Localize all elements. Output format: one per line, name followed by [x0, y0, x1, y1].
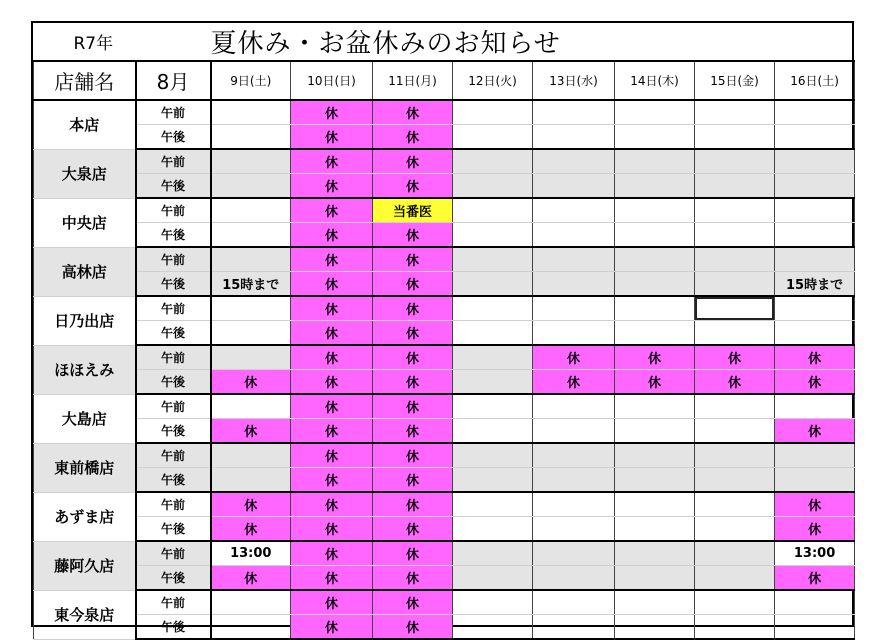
period-label: 午後 — [136, 615, 211, 640]
schedule-cell: 休 — [211, 566, 291, 591]
date-header: 11日(月) — [373, 61, 453, 100]
schedule-cell: 休 — [291, 296, 373, 321]
schedule-cell — [211, 615, 291, 640]
schedule-cell — [615, 296, 695, 321]
schedule-cell — [453, 174, 533, 199]
schedule-cell — [615, 419, 695, 444]
schedule-cell: 休 — [775, 492, 855, 517]
period-label: 午前 — [136, 296, 211, 321]
schedule-cell — [453, 370, 533, 395]
schedule-cell — [695, 296, 775, 321]
schedule-cell: 休 — [373, 345, 453, 370]
schedule-cell — [453, 100, 533, 125]
schedule-cell — [453, 517, 533, 542]
schedule-cell: 休 — [373, 149, 453, 174]
schedule-cell — [453, 345, 533, 370]
schedule-cell — [533, 125, 615, 150]
schedule-cell: 休 — [291, 174, 373, 199]
schedule-cell — [211, 321, 291, 346]
schedule-cell — [695, 272, 775, 297]
date-header: 13日(水) — [533, 61, 615, 100]
schedule-cell — [453, 566, 533, 591]
schedule-cell: 休 — [291, 247, 373, 272]
store-row-am — [34, 247, 855, 272]
schedule-cell — [533, 223, 615, 248]
store-column-header: 店舗名 — [34, 61, 136, 100]
schedule-cell: 休 — [291, 272, 373, 297]
schedule-cell — [453, 125, 533, 150]
schedule-cell — [453, 615, 533, 640]
schedule-cell — [775, 443, 855, 468]
schedule-cell — [211, 149, 291, 174]
schedule-cell — [533, 247, 615, 272]
schedule-cell — [533, 394, 615, 419]
schedule-cell: 休 — [533, 370, 615, 395]
schedule-cell: 休 — [291, 321, 373, 346]
schedule-cell — [533, 296, 615, 321]
schedule-cell — [775, 615, 855, 640]
store-row-pm — [34, 272, 855, 297]
schedule-cell — [615, 590, 695, 615]
schedule-cell: 休 — [291, 590, 373, 615]
schedule-cell — [615, 517, 695, 542]
period-label: 午後 — [136, 468, 211, 493]
schedule-cell — [533, 468, 615, 493]
store-row-am — [34, 345, 855, 370]
schedule-cell — [615, 541, 695, 566]
schedule-cell: 休 — [775, 345, 855, 370]
period-label: 午前 — [136, 100, 211, 125]
store-row-am — [34, 394, 855, 419]
store-row-am — [34, 149, 855, 174]
period-label: 午前 — [136, 443, 211, 468]
period-label: 午前 — [136, 394, 211, 419]
schedule-cell — [775, 223, 855, 248]
schedule-cell — [615, 443, 695, 468]
schedule-cell: 休 — [775, 566, 855, 591]
schedule-cell — [695, 321, 775, 346]
schedule-cell: 休 — [373, 125, 453, 150]
schedule-cell — [695, 100, 775, 125]
schedule-cell — [615, 468, 695, 493]
schedule-cell — [533, 272, 615, 297]
schedule-cell — [615, 223, 695, 248]
schedule-cell — [533, 517, 615, 542]
schedule-cell — [211, 468, 291, 493]
period-label: 午前 — [136, 149, 211, 174]
schedule-cell — [695, 615, 775, 640]
schedule-cell: 休 — [211, 370, 291, 395]
schedule-cell — [615, 125, 695, 150]
schedule-cell — [695, 590, 775, 615]
schedule-cell: 休 — [373, 100, 453, 125]
store-row-pm — [34, 370, 855, 395]
schedule-cell: 休 — [695, 345, 775, 370]
schedule-cell: 休 — [373, 370, 453, 395]
schedule-cell: 休 — [373, 419, 453, 444]
period-label: 午後 — [136, 321, 211, 346]
period-label: 午前 — [136, 492, 211, 517]
store-row-am — [34, 198, 855, 223]
schedule-cell — [695, 247, 775, 272]
schedule-cell — [775, 149, 855, 174]
schedule-cell — [453, 492, 533, 517]
schedule-cell — [533, 492, 615, 517]
schedule-cell: 休 — [775, 419, 855, 444]
schedule-sheet — [31, 21, 854, 636]
schedule-cell: 休 — [373, 321, 453, 346]
store-name: 大泉店 — [34, 149, 136, 198]
schedule-cell: 休 — [373, 272, 453, 297]
schedule-cell — [615, 566, 695, 591]
store-row-pm — [34, 468, 855, 493]
schedule-cell — [211, 247, 291, 272]
schedule-cell — [615, 149, 695, 174]
schedule-cell — [695, 541, 775, 566]
date-header: 15日(金) — [695, 61, 775, 100]
schedule-cell — [695, 517, 775, 542]
schedule-cell: 休 — [291, 566, 373, 591]
schedule-cell — [775, 296, 855, 321]
schedule-cell — [533, 321, 615, 346]
schedule-cell — [533, 566, 615, 591]
schedule-cell: 休 — [291, 125, 373, 150]
store-row-pm — [34, 615, 855, 640]
period-label: 午後 — [136, 174, 211, 199]
schedule-cell: 休 — [615, 345, 695, 370]
schedule-cell: 休 — [615, 370, 695, 395]
schedule-cell — [615, 174, 695, 199]
period-label: 午後 — [136, 223, 211, 248]
schedule-cell: 休 — [291, 394, 373, 419]
store-row-pm — [34, 125, 855, 150]
period-label: 午後 — [136, 566, 211, 591]
schedule-cell: 休 — [373, 174, 453, 199]
schedule-cell: 休 — [373, 541, 453, 566]
schedule-cell — [453, 223, 533, 248]
schedule-cell — [453, 198, 533, 223]
store-row-pm — [34, 321, 855, 346]
schedule-cell — [211, 443, 291, 468]
schedule-cell — [211, 223, 291, 248]
schedule-cell — [453, 296, 533, 321]
schedule-cell — [695, 125, 775, 150]
period-label: 午前 — [136, 590, 211, 615]
schedule-cell — [775, 125, 855, 150]
schedule-cell — [695, 394, 775, 419]
schedule-cell: 休 — [291, 223, 373, 248]
schedule-cell — [453, 321, 533, 346]
date-header: 12日(火) — [453, 61, 533, 100]
store-row-am — [34, 443, 855, 468]
schedule-cell — [453, 468, 533, 493]
schedule-cell — [533, 615, 615, 640]
schedule-cell: 15時まで — [775, 272, 855, 297]
schedule-cell — [533, 198, 615, 223]
schedule-cell — [453, 443, 533, 468]
schedule-cell: 休 — [291, 517, 373, 542]
period-label: 午前 — [136, 541, 211, 566]
schedule-cell — [615, 100, 695, 125]
page-title: 夏休み・お盆休みのお知らせ — [211, 23, 855, 61]
schedule-cell: 休 — [373, 590, 453, 615]
store-name: 大島店 — [34, 394, 136, 443]
schedule-cell — [695, 492, 775, 517]
schedule-cell — [453, 590, 533, 615]
schedule-cell: 当番医 — [373, 198, 453, 223]
schedule-cell: 休 — [291, 149, 373, 174]
schedule-cell: 休 — [373, 223, 453, 248]
period-label: 午前 — [136, 345, 211, 370]
store-row-pm — [34, 223, 855, 248]
schedule-cell — [211, 394, 291, 419]
schedule-cell — [615, 247, 695, 272]
store-row-am — [34, 541, 855, 566]
store-name: 東今泉店 — [34, 590, 136, 639]
schedule-cell: 15時まで — [211, 272, 291, 297]
store-row-pm — [34, 517, 855, 542]
schedule-cell: 休 — [291, 468, 373, 493]
schedule-cell — [453, 272, 533, 297]
schedule-cell — [533, 541, 615, 566]
period-label: 午後 — [136, 272, 211, 297]
schedule-cell: 休 — [373, 517, 453, 542]
month-header: 8月 — [136, 61, 211, 100]
date-header: 14日(木) — [615, 61, 695, 100]
schedule-cell: 休 — [291, 198, 373, 223]
era-label: R7年 — [34, 23, 211, 61]
store-row-pm — [34, 419, 855, 444]
schedule-cell: 休 — [775, 517, 855, 542]
schedule-cell — [211, 125, 291, 150]
schedule-cell — [615, 321, 695, 346]
schedule-cell: 休 — [695, 370, 775, 395]
period-label: 午前 — [136, 247, 211, 272]
store-name: 藤阿久店 — [34, 541, 136, 590]
schedule-cell: 休 — [291, 345, 373, 370]
schedule-cell: 休 — [373, 615, 453, 640]
schedule-cell — [695, 468, 775, 493]
schedule-cell — [453, 419, 533, 444]
schedule-cell — [775, 590, 855, 615]
schedule-cell — [533, 419, 615, 444]
store-row-am — [34, 492, 855, 517]
date-header: 9日(土) — [211, 61, 291, 100]
schedule-cell — [615, 394, 695, 419]
period-label: 午後 — [136, 517, 211, 542]
period-label: 午後 — [136, 419, 211, 444]
date-header: 16日(土) — [775, 61, 855, 100]
period-label: 午後 — [136, 370, 211, 395]
store-name: 東前橋店 — [34, 443, 136, 492]
schedule-cell — [695, 198, 775, 223]
schedule-cell: 休 — [211, 419, 291, 444]
schedule-cell: 休 — [291, 100, 373, 125]
schedule-cell: 休 — [291, 541, 373, 566]
store-row-am — [34, 296, 855, 321]
store-row-pm — [34, 174, 855, 199]
schedule-cell — [533, 443, 615, 468]
schedule-cell — [453, 149, 533, 174]
store-name: 高林店 — [34, 247, 136, 296]
schedule-cell — [533, 174, 615, 199]
schedule-cell: 休 — [291, 615, 373, 640]
schedule-cell: 休 — [373, 296, 453, 321]
store-name: 本店 — [34, 100, 136, 149]
schedule-cell: 休 — [373, 468, 453, 493]
store-name: あずま店 — [34, 492, 136, 541]
schedule-cell: 13:00 — [211, 541, 291, 566]
schedule-cell — [775, 247, 855, 272]
date-header: 10日(日) — [291, 61, 373, 100]
schedule-cell — [533, 590, 615, 615]
schedule-cell — [695, 443, 775, 468]
schedule-cell — [615, 272, 695, 297]
schedule-cell — [615, 198, 695, 223]
store-name: 日乃出店 — [34, 296, 136, 345]
schedule-cell — [533, 100, 615, 125]
schedule-cell — [695, 566, 775, 591]
schedule-cell: 休 — [211, 517, 291, 542]
schedule-cell: 休 — [775, 370, 855, 395]
schedule-cell — [695, 149, 775, 174]
schedule-cell — [775, 394, 855, 419]
schedule-cell — [615, 615, 695, 640]
schedule-cell: 休 — [373, 394, 453, 419]
schedule-cell — [775, 198, 855, 223]
schedule-cell: 休 — [373, 566, 453, 591]
schedule-cell — [453, 394, 533, 419]
schedule-cell: 休 — [533, 345, 615, 370]
schedule-table — [33, 23, 855, 640]
schedule-cell: 13:00 — [775, 541, 855, 566]
store-row-pm — [34, 566, 855, 591]
period-label: 午後 — [136, 125, 211, 150]
schedule-cell — [211, 174, 291, 199]
schedule-cell — [775, 321, 855, 346]
schedule-cell — [695, 174, 775, 199]
schedule-cell — [533, 149, 615, 174]
schedule-cell — [211, 296, 291, 321]
store-row-am — [34, 100, 855, 125]
store-row-am — [34, 590, 855, 615]
schedule-cell — [211, 198, 291, 223]
schedule-cell — [211, 590, 291, 615]
schedule-cell: 休 — [373, 247, 453, 272]
schedule-cell: 休 — [373, 443, 453, 468]
schedule-cell — [211, 345, 291, 370]
schedule-cell — [615, 492, 695, 517]
store-name: 中央店 — [34, 198, 136, 247]
schedule-cell — [775, 174, 855, 199]
schedule-cell — [453, 541, 533, 566]
schedule-cell — [695, 223, 775, 248]
store-name: ほほえみ — [34, 345, 136, 394]
schedule-cell: 休 — [373, 492, 453, 517]
schedule-cell: 休 — [291, 443, 373, 468]
schedule-cell: 休 — [291, 492, 373, 517]
schedule-cell — [211, 100, 291, 125]
period-label: 午前 — [136, 198, 211, 223]
schedule-cell — [695, 419, 775, 444]
schedule-cell: 休 — [291, 419, 373, 444]
schedule-cell — [453, 247, 533, 272]
schedule-cell — [775, 100, 855, 125]
schedule-cell — [775, 468, 855, 493]
schedule-cell: 休 — [211, 492, 291, 517]
schedule-cell: 休 — [291, 370, 373, 395]
